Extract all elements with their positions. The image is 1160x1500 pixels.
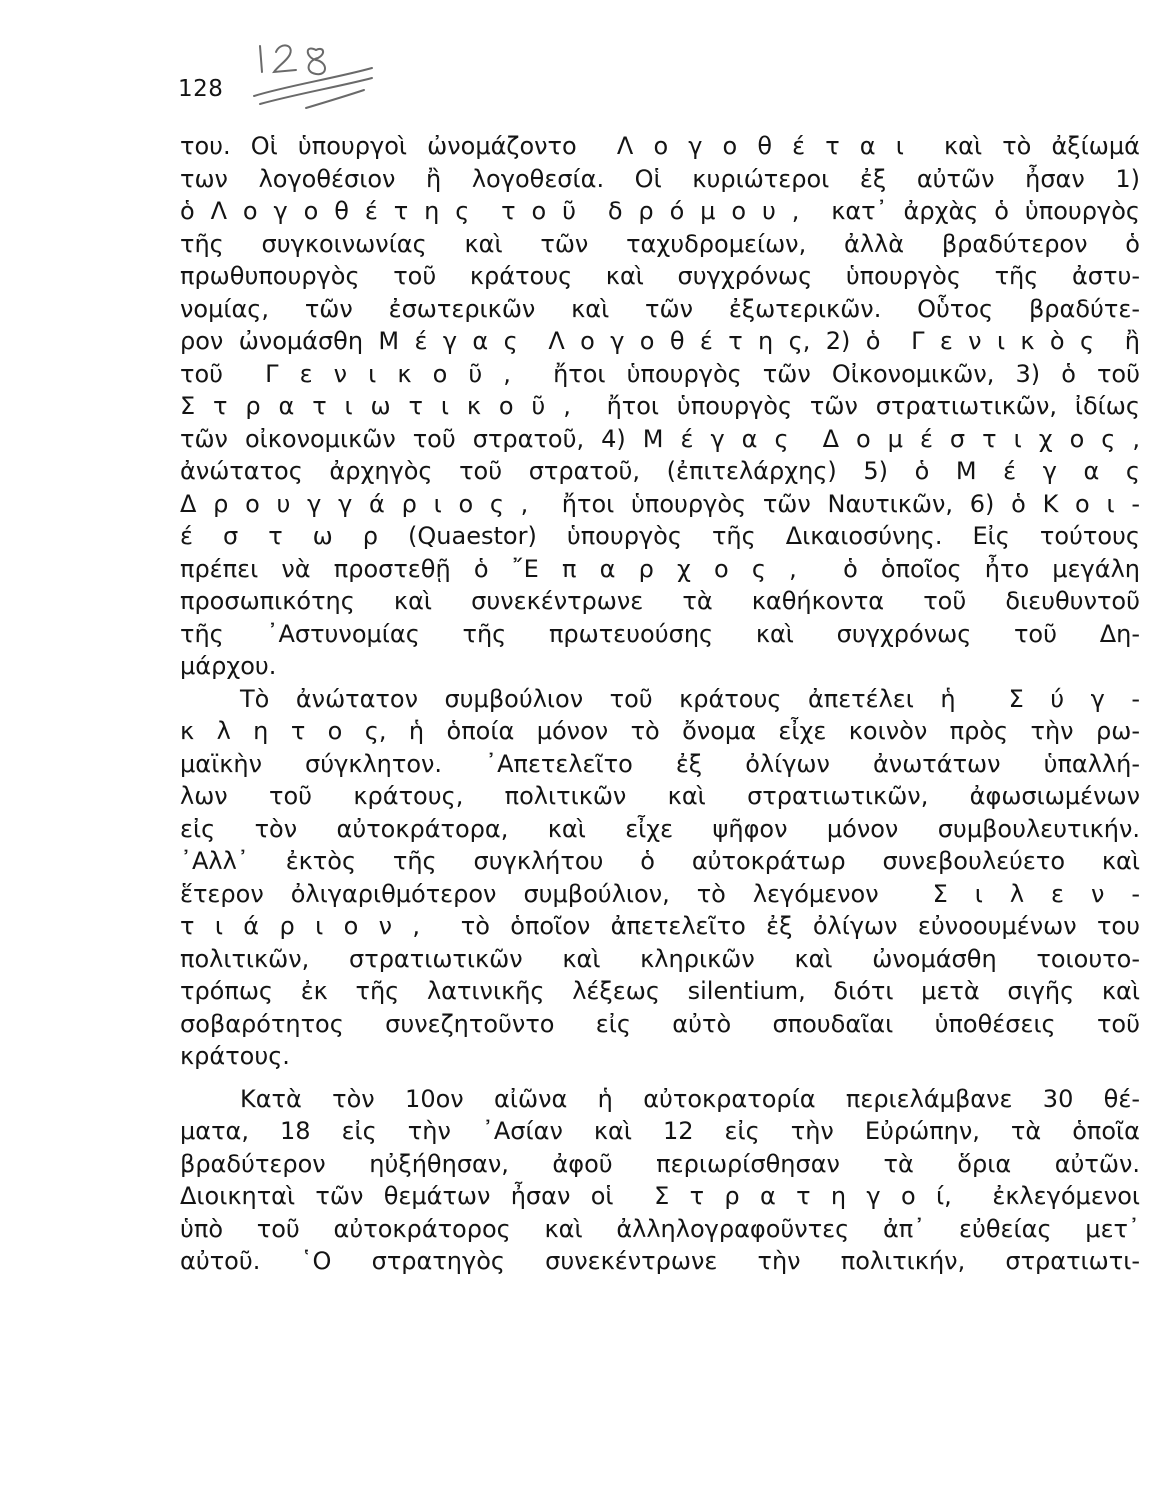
text-line: τῶν οἰκονομικῶν τοῦ στρατοῦ, 4) Μ έ γ α ς Δ ο μ έ σ τ ι χ ο ς ,	[180, 424, 1140, 453]
text-line: ἕτερον ὀλιγαριθμότερον συμβούλιον, τὸ λεγόμενον Σ ι λ ε ν -	[180, 879, 1140, 908]
text-line: προσωπικότης καὶ συνεκέντρωνε τὰ καθήκοντα τοῦ διευθυντοῦ	[180, 587, 1140, 615]
text-line: ρον ὠνομάσθη Μ έ γ α ς Λ ο γ ο θ έ τ η ς, 2) ὁ Γ ε ν ι κ ὸ ς ἢ	[180, 327, 1140, 355]
text-line: των λογοθέσιον ἢ λογοθεσία. Οἱ κυριώτεροι ἐξ αὐτῶν ἦσαν 1)	[180, 164, 1140, 193]
text-line: νομίας, τῶν ἐσωτερικῶν καὶ τῶν ἐξωτερικῶν. Οὗτος βραδύτε-	[180, 294, 1140, 323]
text-line: ὑπὸ τοῦ αὐτοκράτορος καὶ ἀλληλογραφοῦντες ἀπ᾽ εὐθείας μετ᾽	[180, 1214, 1140, 1243]
text-line: αὐτοῦ. ῾Ο στρατηγὸς συνεκέντρωνε τὴν πολιτικήν, στρατιωτι-	[180, 1247, 1140, 1275]
text-line: μάρχου.	[180, 652, 277, 680]
text-line: ὁ Λ ο γ ο θ έ τ η ς τ ο ῦ δ ρ ό μ ο υ , κατ᾽ ἀρχὰς ὁ ὑπουργὸς	[180, 197, 1140, 225]
text-line: τῆς ᾿Αστυνομίας τῆς πρωτευούσης καὶ συγχρόνως τοῦ Δη-	[180, 619, 1140, 648]
text-line: Τὸ ἀνώτατον συμβούλιον τοῦ κράτους ἀπετέλει ἡ Σ ύ γ -	[240, 684, 1140, 713]
text-line: εἰς τὸν αὐτοκράτορα, καὶ εἶχε ψῆφον μόνον συμβουλευτικήν.	[180, 814, 1140, 843]
text-line: βραδύτερον ηὐξήθησαν, ἀφοῦ περιωρίσθησαν τὰ ὅρια αὐτῶν.	[180, 1149, 1140, 1178]
text-line: ᾿Αλλ᾽ ἐκτὸς τῆς συγκλήτου ὁ αὐτοκράτωρ συνεβουλεύετο καὶ	[180, 847, 1140, 875]
text-line: κ λ η τ ο ς, ἡ ὁποία μόνον τὸ ὄνομα εἶχε κοινὸν πρὸς τὴν ρω-	[180, 717, 1140, 745]
text-line: τῆς συγκοινωνίας καὶ τῶν ταχυδρομείων, ἀλλὰ βραδύτερον ὁ	[180, 229, 1140, 258]
text-line: έ σ τ ω ρ (Quaestor) ὑπουργὸς τῆς Δικαιοσύνης. Εἰς τούτους	[180, 522, 1140, 550]
text-line: πρωθυπουργὸς τοῦ κράτους καὶ συγχρόνως ὑπουργὸς τῆς ἀστυ-	[180, 262, 1140, 290]
body-text	[180, 130, 1140, 1278]
text-line: πρέπει νὰ προστεθῇ ὁ ῎Ε π α ρ χ ο ς , ὁ ὁποῖος ἦτο μεγάλη	[180, 554, 1140, 583]
paragraph-2	[180, 683, 1140, 1073]
text-line: ματα, 18 εἰς τὴν ᾿Ασίαν καὶ 12 εἰς τὴν Εὐρώπην, τὰ ὁποῖα	[180, 1117, 1140, 1145]
paragraph-3	[180, 1083, 1140, 1278]
text-line: πολιτικῶν, στρατιωτικῶν καὶ κληρικῶν καὶ ὠνομάσθη τοιουτο-	[180, 944, 1140, 973]
text-line: τοῦ Γ ε ν ι κ ο ῦ , ἤτοι ὑπουργὸς τῶν Οἰκονομικῶν, 3) ὁ τοῦ	[180, 359, 1140, 388]
text-line: Διοικηταὶ τῶν θεμάτων ἦσαν οἱ Σ τ ρ α τ η γ ο ί, ἐκλεγόμενοι	[180, 1182, 1140, 1210]
text-line: Κατὰ τὸν 10ον αἰῶνα ἡ αὐτοκρατορία περιελάμβανε 30 θέ-	[240, 1084, 1140, 1113]
text-line: ἀνώτατος ἀρχηγὸς τοῦ στρατοῦ, (ἐπιτελάρχης) 5) ὁ Μ έ γ α ς	[180, 457, 1140, 485]
page-number: 128	[178, 76, 224, 102]
paragraph-spacer	[180, 1073, 1140, 1083]
text-line: τρόπως ἐκ τῆς λατινικῆς λέξεως silentium, διότι μετὰ σιγῆς καὶ	[180, 977, 1140, 1005]
text-line: του. Οἱ ὑπουργοὶ ὠνομάζοντο Λ ο γ ο θ έ τ α ι καὶ τὸ ἀξίωμά	[180, 132, 1140, 160]
text-line: σοβαρότητος συνεζητοῦντο εἰς αὐτὸ σπουδαῖαι ὑποθέσεις τοῦ	[180, 1009, 1140, 1038]
text-line: λων τοῦ κράτους, πολιτικῶν καὶ στρατιωτικῶν, ἀφωσιωμένων	[180, 782, 1140, 810]
handwritten-page-number	[246, 38, 376, 118]
text-line: μαϊκὴν σύγκλητον. ᾿Απετελεῖτο ἐξ ὀλίγων ἀνωτάτων ὑπαλλή-	[180, 749, 1140, 778]
text-line: Σ τ ρ α τ ι ω τ ι κ ο ῦ , ἤτοι ὑπουργὸς τῶν στρατιωτικῶν, ἰδίως	[180, 392, 1140, 420]
paragraph-1	[180, 130, 1140, 683]
text-line: Δ ρ ο υ γ γ ά ρ ι ο ς , ἤτοι ὑπουργὸς τῶν Ναυτικῶν, 6) ὁ Κ ο ι -	[180, 489, 1140, 518]
text-line: κράτους.	[180, 1042, 290, 1070]
text-line: τ ι ά ρ ι ο ν , τὸ ὁποῖον ἀπετελεῖτο ἐξ ὀλίγων εὐνοουμένων του	[180, 912, 1140, 940]
